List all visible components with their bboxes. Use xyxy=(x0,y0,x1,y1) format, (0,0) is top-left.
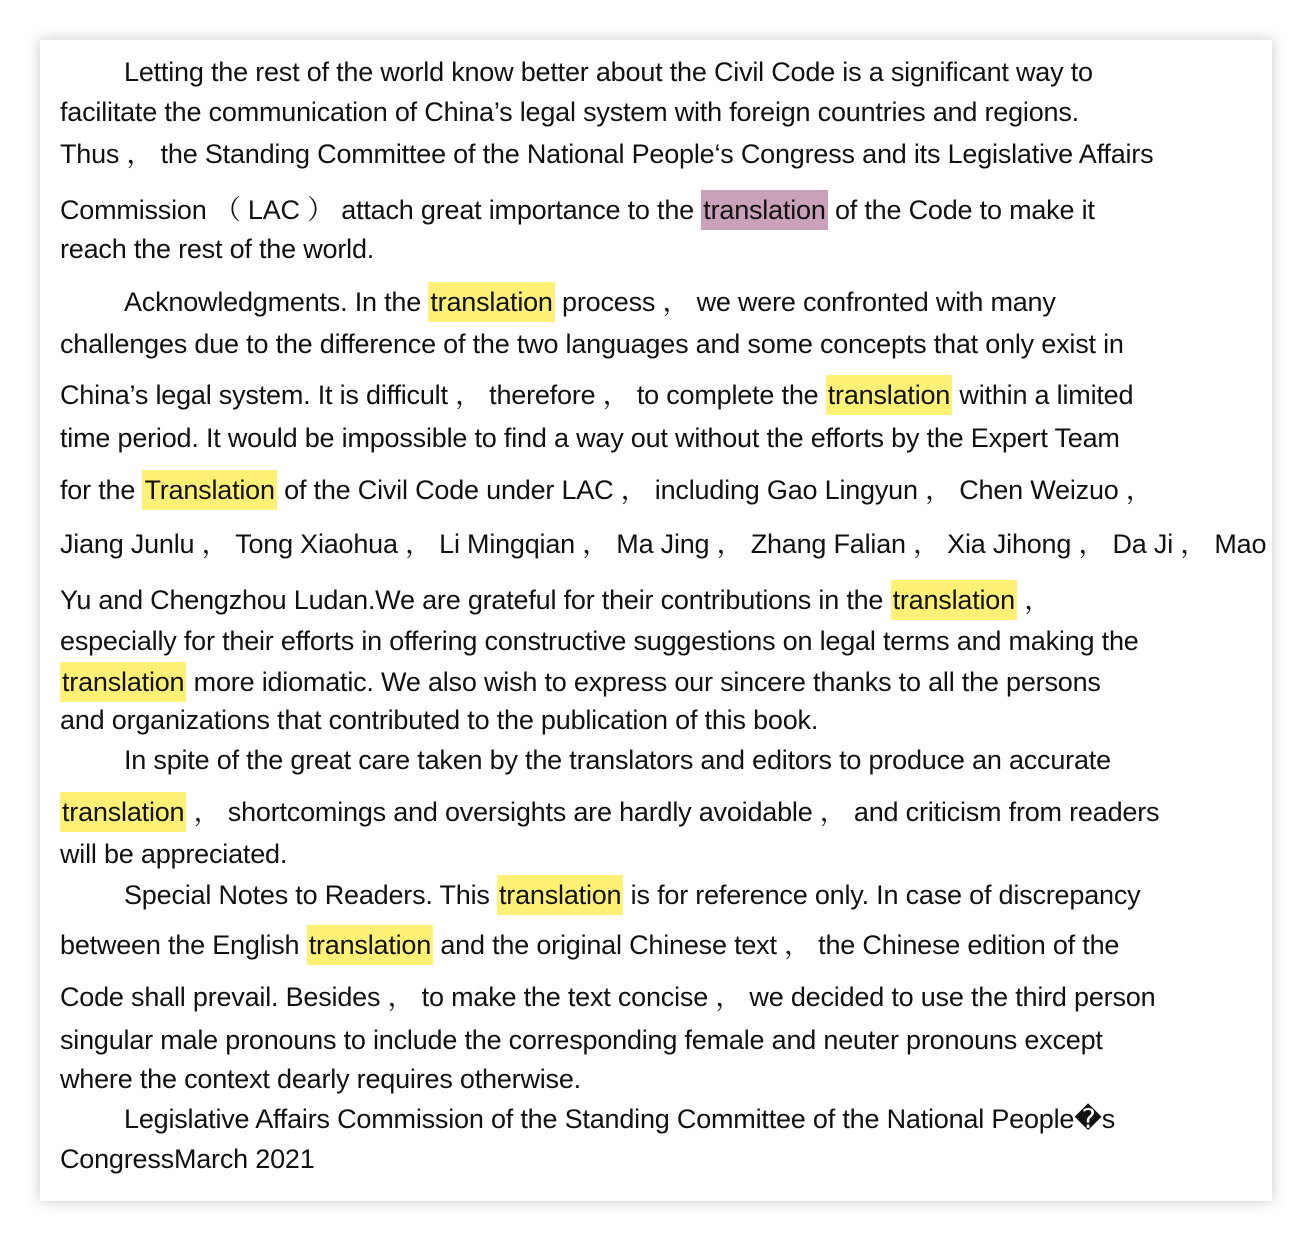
text-line: Commission （ LAC ） attach great importance to the translation of the Code to make it xyxy=(60,190,1095,226)
text-line: Legislative Affairs Commission of the Standing Committee of the National People�s xyxy=(124,1104,1116,1134)
text-line: China’s legal system. It is difficult ， therefore ， to complete the translation within a limited xyxy=(60,375,1133,411)
text-line: Acknowledgments. In the translation process ， we were confronted with many xyxy=(124,282,1056,318)
text-line: In spite of the great care taken by the translators and editors to produce an accurate xyxy=(124,745,1111,775)
highlight-selected[interactable]: translation xyxy=(701,190,827,230)
highlight[interactable]: translation xyxy=(497,875,623,915)
document-page xyxy=(40,40,1272,1201)
text-line: singular male pronouns to include the corresponding female and neuter pronouns except xyxy=(60,1025,1103,1055)
highlight[interactable]: translation xyxy=(60,662,186,702)
highlight[interactable]: translation xyxy=(891,580,1017,620)
text-line: facilitate the communication of China’s legal system with foreign countries and regions. xyxy=(60,97,1079,127)
text-line: challenges due to the difference of the two languages and some concepts that only exist in xyxy=(60,329,1124,359)
text-line: Yu and Chengzhou Ludan.We are grateful for their contributions in the translation ， xyxy=(60,580,1051,616)
highlight[interactable]: translation xyxy=(826,375,952,415)
text-line: will be appreciated. xyxy=(60,839,288,869)
text-line: Code shall prevail. Besides ， to make the text concise ， we decided to use the third person xyxy=(60,982,1156,1012)
text-line: Special Notes to Readers. This translation is for reference only. In case of discrepancy xyxy=(124,875,1140,911)
text-line: especially for their efforts in offering constructive suggestions on legal terms and making the xyxy=(60,626,1139,656)
highlight[interactable]: translation xyxy=(428,282,554,322)
text-line: Thus ， the Standing Committee of the National People‘s Congress and its Legislative Affairs xyxy=(60,139,1154,169)
highlight[interactable]: Translation xyxy=(142,470,276,510)
text-line: reach the rest of the world. xyxy=(60,234,375,264)
text-line: time period. It would be impossible to find a way out without the efforts by the Expert Team xyxy=(60,423,1120,453)
text-line: Jiang Junlu ， Tong Xiaohua ， Li Mingqian ， Ma Jing ， Zhang Falian ， Xia Jihong ， Da Ji ， Mao xyxy=(60,529,1267,559)
text-line: CongressMarch 2021 xyxy=(60,1144,315,1174)
text-line: for the Translation of the Civil Code under LAC ， including Gao Lingyun ， Chen Weizuo ， xyxy=(60,470,1153,506)
text-line: where the context dearly requires otherwise. xyxy=(60,1064,581,1094)
text-line: translation ， shortcomings and oversights are hardly avoidable ， and criticism from readers xyxy=(60,792,1159,828)
text-line: Letting the rest of the world know better about the Civil Code is a significant way to xyxy=(124,57,1093,87)
highlight[interactable]: translation xyxy=(60,792,186,832)
text-line: between the English translation and the original Chinese text ， the Chinese edition of the xyxy=(60,925,1119,961)
highlight[interactable]: translation xyxy=(307,925,433,965)
text-line: translation more idiomatic. We also wish to express our sincere thanks to all the persons xyxy=(60,662,1101,698)
text-line: and organizations that contributed to the publication of this book. xyxy=(60,705,819,735)
